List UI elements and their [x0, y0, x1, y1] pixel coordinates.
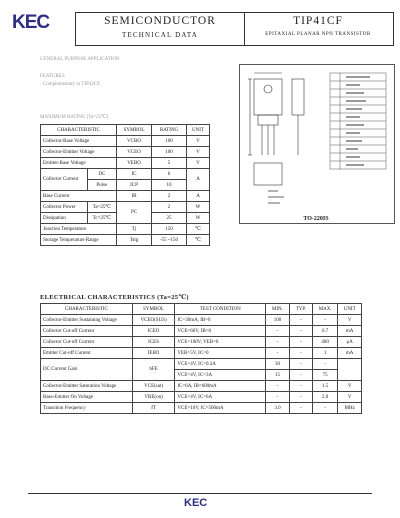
col-rating: RATING	[152, 125, 187, 136]
part-description: EPITAXIAL PLANAR NPN TRANSISTOR	[265, 32, 371, 37]
cell-typ: -	[289, 315, 312, 326]
cell-typ: -	[289, 370, 312, 381]
cell-unit: MHz	[338, 403, 362, 414]
cell-max: 1	[312, 348, 337, 359]
table-row	[41, 136, 210, 147]
cell-max: 400	[312, 337, 337, 348]
cell-max: 0.7	[312, 326, 337, 337]
cell-cond: VCE=4V, IC=6A	[175, 392, 266, 403]
table-row	[41, 158, 210, 169]
col-unit: UNIT	[338, 304, 362, 315]
cell-unit: A	[187, 191, 210, 202]
cell-min: 100	[266, 315, 289, 326]
table-row	[41, 348, 362, 359]
cell-char: Collector Cut-off Current	[41, 326, 133, 337]
cell-symbol: ICES	[132, 337, 175, 348]
cell-char: Collector-Emitter Sustaining Voltage	[41, 315, 133, 326]
cell-min: -	[266, 392, 289, 403]
cell-char: Emitter-Base Voltage	[41, 158, 117, 169]
cell-cond: VCE=10V, IC=500mA	[175, 403, 266, 414]
cell-symbol: fT	[132, 403, 175, 414]
table-row	[41, 191, 210, 202]
table-row	[41, 381, 362, 392]
cell-symbol: hFE	[132, 359, 175, 381]
cell-symbol: VBE(on)	[132, 392, 175, 403]
cell-unit: mA	[338, 326, 362, 337]
feature-item: · Complementary to TIP42CF.	[40, 82, 101, 87]
cell-unit: W	[187, 213, 210, 224]
col-symbol: SYMBOL	[132, 304, 175, 315]
table-row	[41, 337, 362, 348]
col-max: MAX.	[312, 304, 337, 315]
max-rating-table	[40, 124, 210, 246]
cell-cond: IC=30mA, IB=0	[175, 315, 266, 326]
cell-unit: V	[338, 315, 362, 326]
cell-min: -	[266, 348, 289, 359]
cell-char: Base Current	[41, 191, 117, 202]
cell-rating: 100	[152, 147, 187, 158]
table-header-row	[41, 304, 362, 315]
header-technical-data: TECHNICAL DATA	[121, 31, 199, 39]
cell-unit: ℃	[187, 224, 210, 235]
table-header-row	[41, 125, 210, 136]
table-row	[41, 392, 362, 403]
cell-char: Dissipation	[41, 213, 88, 224]
cell-char: Collector-Emitter Voltage	[41, 147, 117, 158]
cell-char: Collector Power	[41, 202, 88, 213]
elec-title: ELECTRICAL CHARACTERISTICS (Ta=25℃)	[40, 294, 189, 301]
cell-sub: Pulse	[87, 180, 116, 191]
cell-char: Junction Temperature	[41, 224, 117, 235]
cell-unit	[338, 359, 362, 381]
cell-symbol: VCBO	[117, 136, 152, 147]
cell-char: Transition Frequency	[41, 403, 133, 414]
cell-char: DC Current Gain	[41, 359, 133, 381]
cell-cond: VCE=4V, IC=0.3A	[175, 359, 266, 370]
cell-sub: Ta=25℃	[87, 202, 116, 213]
table-row	[41, 235, 210, 246]
cell-typ: -	[289, 359, 312, 370]
cell-min: 3.0	[266, 403, 289, 414]
cell-typ: -	[289, 392, 312, 403]
header-semiconductor: SEMICONDUCTOR	[104, 15, 216, 27]
cell-symbol: IB	[117, 191, 152, 202]
table-row	[41, 224, 210, 235]
cell-symbol: VCEO(SUS)	[132, 315, 175, 326]
package-outline-svg	[240, 65, 394, 223]
col-symbol: SYMBOL	[117, 125, 152, 136]
cell-rating: -55 ~150	[152, 235, 187, 246]
cell-unit: V	[187, 136, 210, 147]
col-characteristic: CHARACTERISTIC	[41, 304, 133, 315]
cell-cond: VCE=100V, VEB=0	[175, 337, 266, 348]
cell-symbol: VCE(sat)	[132, 381, 175, 392]
footer-logo: KEC	[184, 497, 208, 509]
table-row	[41, 359, 362, 370]
cell-unit: W	[187, 202, 210, 213]
cell-symbol: VCEO	[117, 147, 152, 158]
cell-typ: -	[289, 381, 312, 392]
table-row	[41, 169, 210, 180]
table-row	[41, 326, 362, 337]
cell-rating: 150	[152, 224, 187, 235]
cell-symbol: PC	[117, 202, 152, 224]
cell-min: 15	[266, 370, 289, 381]
max-rating-title: MAXIMUM RATING (Ta=25℃)	[40, 115, 109, 120]
cell-symbol: ICEO	[132, 326, 175, 337]
col-min: MIN.	[266, 304, 289, 315]
cell-typ: -	[289, 337, 312, 348]
cell-typ: -	[289, 348, 312, 359]
cell-unit: V	[338, 381, 362, 392]
cell-rating: 10	[152, 180, 187, 191]
col-unit: UNIT	[187, 125, 210, 136]
cell-rating: 25	[152, 213, 187, 224]
cell-min: 30	[266, 359, 289, 370]
table-row	[41, 202, 210, 213]
package-caption: TO-220IS	[303, 216, 329, 222]
cell-typ: -	[289, 403, 312, 414]
cell-char: Collector Cut-off Current	[41, 337, 133, 348]
table-row	[41, 315, 362, 326]
cell-unit: mA	[338, 348, 362, 359]
cell-symbol: Tstg	[117, 235, 152, 246]
col-characteristic: CHARACTERISTIC	[41, 125, 117, 136]
col-test-condition: TEST CONDITION	[175, 304, 266, 315]
features-title: FEATURES	[40, 74, 65, 79]
cell-rating: 100	[152, 136, 187, 147]
col-typ: TYP.	[289, 304, 312, 315]
cell-unit: μA	[338, 337, 362, 348]
elec-table	[40, 303, 362, 414]
part-number: TIP41CF	[293, 15, 343, 27]
cell-char: Collector Current	[41, 169, 88, 191]
cell-char: Storage Temperature Range	[41, 235, 117, 246]
table-row	[41, 403, 362, 414]
cell-cond: VEB=5V, IC=0	[175, 348, 266, 359]
cell-rating: 2	[152, 202, 187, 213]
cell-typ: -	[289, 326, 312, 337]
cell-symbol: Tj	[117, 224, 152, 235]
cell-sub: Tc=25℃	[87, 213, 116, 224]
cell-unit: ℃	[187, 235, 210, 246]
cell-symbol: IC	[117, 169, 152, 180]
cell-max: 2.0	[312, 392, 337, 403]
cell-unit: A	[187, 169, 210, 191]
cell-min: -	[266, 326, 289, 337]
cell-cond: VCE=60V, IB=0	[175, 326, 266, 337]
table-row	[41, 147, 210, 158]
package-drawing	[239, 64, 395, 224]
cell-unit: V	[187, 147, 210, 158]
cell-unit: V	[187, 158, 210, 169]
cell-char: Emitter Cut-off Current	[41, 348, 133, 359]
kec-logo: KEC	[12, 12, 50, 33]
cell-char: Collector-Emitter Saturation Voltage	[41, 381, 133, 392]
cell-cond: VCE=4V, IC=3A	[175, 370, 266, 381]
cell-char: Collector-Base Voltage	[41, 136, 117, 147]
cell-max: 1.5	[312, 381, 337, 392]
cell-min: -	[266, 337, 289, 348]
header-right-box	[243, 12, 394, 46]
cell-max: -	[312, 359, 337, 370]
cell-char: Base-Emitter On Voltage	[41, 392, 133, 403]
header-left-box	[75, 12, 245, 46]
cell-rating: 5	[152, 158, 187, 169]
cell-unit: V	[338, 392, 362, 403]
cell-symbol: IEBO	[132, 348, 175, 359]
application-line: GENERAL PURPOSE APPLICATION.	[40, 57, 121, 62]
cell-sub: DC	[87, 169, 116, 180]
cell-symbol: ICP	[117, 180, 152, 191]
cell-rating: 6	[152, 169, 187, 180]
cell-max: -	[312, 315, 337, 326]
cell-max: -	[312, 403, 337, 414]
cell-min: -	[266, 381, 289, 392]
cell-rating: 2	[152, 191, 187, 202]
cell-symbol: VEBO	[117, 158, 152, 169]
footer-rule	[28, 493, 372, 494]
cell-max: 75	[312, 370, 337, 381]
cell-cond: IC=6A, IB=600mA	[175, 381, 266, 392]
